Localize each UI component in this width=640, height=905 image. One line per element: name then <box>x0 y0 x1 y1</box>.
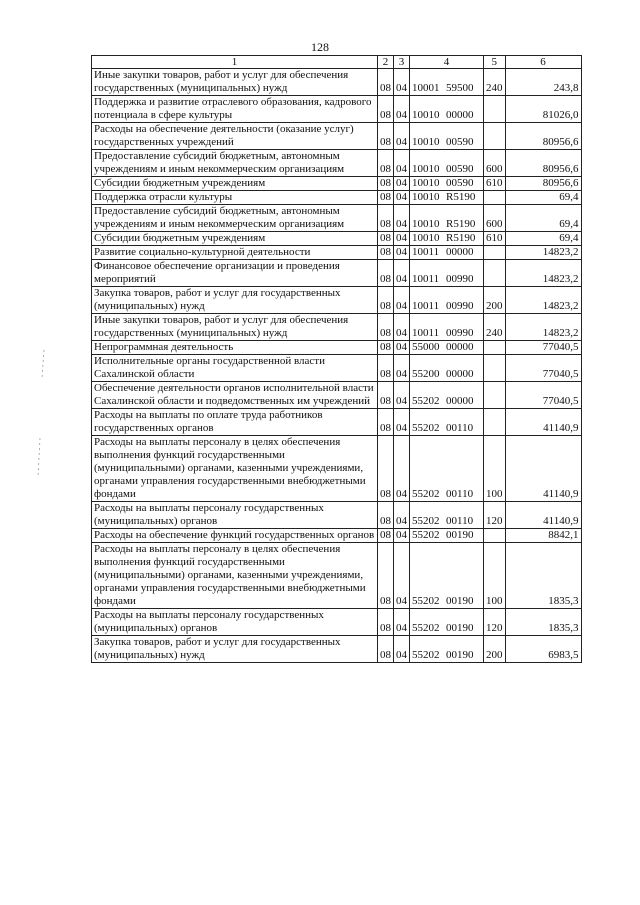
row-section: 08 <box>378 502 394 529</box>
row-code-program: 10011 <box>412 327 440 339</box>
table-row <box>92 382 582 409</box>
row-target-code <box>410 96 484 123</box>
row-amount: 14823,2 <box>505 260 581 287</box>
row-target-code <box>410 436 484 502</box>
row-amount: 1835,3 <box>505 609 581 636</box>
row-section: 08 <box>378 232 394 246</box>
row-expense-type <box>484 246 506 260</box>
row-code-direction: 00000 <box>446 395 474 407</box>
row-target-code <box>410 341 484 355</box>
row-code-direction: R5190 <box>446 191 476 203</box>
row-subsection: 04 <box>394 287 410 314</box>
row-code-program: 55200 <box>412 368 440 380</box>
row-amount: 6983,5 <box>505 636 581 663</box>
row-code-program: 55202 <box>412 488 440 500</box>
row-name: Иные закупки товаров, работ и услуг для обеспечения государственных (муниципальных) нужд <box>92 314 378 341</box>
row-expense-type <box>484 529 506 543</box>
table-row <box>92 150 582 177</box>
table-row <box>92 436 582 502</box>
row-name: Расходы на обеспечение функций государственных органов <box>92 529 378 543</box>
row-subsection: 04 <box>394 529 410 543</box>
row-code-direction: 00190 <box>446 622 474 634</box>
page-number: 128 <box>311 40 329 54</box>
row-code-direction: 00990 <box>446 300 474 312</box>
header-col-5: 5 <box>484 56 506 69</box>
row-target-code <box>410 69 484 96</box>
table-row <box>92 409 582 436</box>
row-code-program: 55202 <box>412 515 440 527</box>
row-expense-type: 610 <box>484 177 506 191</box>
row-amount: 41140,9 <box>505 409 581 436</box>
header-col-4: 4 <box>410 56 484 69</box>
row-code-program: 55000 <box>412 341 440 353</box>
row-code-program: 10010 <box>412 177 440 189</box>
row-subsection: 04 <box>394 150 410 177</box>
row-code-program: 10010 <box>412 191 440 203</box>
row-section: 08 <box>378 543 394 609</box>
row-section: 08 <box>378 436 394 502</box>
row-amount: 69,4 <box>505 191 581 205</box>
row-code-direction: 59500 <box>446 82 474 94</box>
row-section: 08 <box>378 382 394 409</box>
row-amount: 77040,5 <box>505 355 581 382</box>
row-name: Предоставление субсидий бюджетным, автономным учреждениям и иным некоммерческим организациям <box>92 205 378 232</box>
row-target-code <box>410 502 484 529</box>
table-row <box>92 636 582 663</box>
row-subsection: 04 <box>394 96 410 123</box>
row-subsection: 04 <box>394 177 410 191</box>
row-subsection: 04 <box>394 123 410 150</box>
row-target-code <box>410 543 484 609</box>
table-row <box>92 609 582 636</box>
row-code-program: 10010 <box>412 136 440 148</box>
row-name: Субсидии бюджетным учреждениям <box>92 232 378 246</box>
row-code-program: 55202 <box>412 622 440 634</box>
row-subsection: 04 <box>394 232 410 246</box>
header-col-1: 1 <box>92 56 378 69</box>
table-header-row <box>92 56 582 69</box>
row-target-code <box>410 246 484 260</box>
table-row <box>92 69 582 96</box>
row-code-direction: 00590 <box>446 163 474 175</box>
table-row <box>92 205 582 232</box>
row-name: Расходы на выплаты персоналу в целях обеспечения выполнения функций государственными (муниципальными) органами, казенными учреждениями, органами управления государственными внебюджетными фондами <box>92 436 378 502</box>
row-expense-type <box>484 191 506 205</box>
row-target-code <box>410 123 484 150</box>
scan-artifact-mark <box>30 350 50 480</box>
row-subsection: 04 <box>394 69 410 96</box>
row-expense-type: 200 <box>484 287 506 314</box>
row-amount: 14823,2 <box>505 287 581 314</box>
budget-table <box>91 55 582 663</box>
row-subsection: 04 <box>394 246 410 260</box>
row-name: Исполнительные органы государственной власти Сахалинской области <box>92 355 378 382</box>
row-expense-type: 240 <box>484 314 506 341</box>
row-subsection: 04 <box>394 205 410 232</box>
row-section: 08 <box>378 314 394 341</box>
row-target-code <box>410 150 484 177</box>
row-expense-type <box>484 355 506 382</box>
row-code-direction: 00190 <box>446 649 474 661</box>
row-expense-type: 600 <box>484 205 506 232</box>
row-name: Расходы на выплаты персоналу государственных (муниципальных) органов <box>92 502 378 529</box>
table-row <box>92 529 582 543</box>
row-expense-type: 200 <box>484 636 506 663</box>
row-amount: 1835,3 <box>505 543 581 609</box>
row-expense-type <box>484 260 506 287</box>
table-row <box>92 246 582 260</box>
row-amount: 80956,6 <box>505 123 581 150</box>
row-target-code <box>410 191 484 205</box>
row-code-direction: 00000 <box>446 109 474 121</box>
row-amount: 41140,9 <box>505 502 581 529</box>
row-amount: 41140,9 <box>505 436 581 502</box>
row-code-direction: 00110 <box>446 422 474 434</box>
row-expense-type: 610 <box>484 232 506 246</box>
row-target-code <box>410 177 484 191</box>
row-expense-type: 100 <box>484 436 506 502</box>
row-name: Финансовое обеспечение организации и проведения мероприятий <box>92 260 378 287</box>
row-target-code <box>410 355 484 382</box>
row-name: Непрограммная деятельность <box>92 341 378 355</box>
row-section: 08 <box>378 341 394 355</box>
table-row <box>92 177 582 191</box>
row-code-direction: 00990 <box>446 273 474 285</box>
row-code-direction: 00190 <box>446 595 474 607</box>
table-row <box>92 123 582 150</box>
row-section: 08 <box>378 96 394 123</box>
row-subsection: 04 <box>394 191 410 205</box>
row-amount: 14823,2 <box>505 314 581 341</box>
table-row <box>92 341 582 355</box>
row-name: Закупка товаров, работ и услуг для государственных (муниципальных) нужд <box>92 287 378 314</box>
row-code-program: 55202 <box>412 649 440 661</box>
row-expense-type: 100 <box>484 543 506 609</box>
row-subsection: 04 <box>394 502 410 529</box>
row-code-direction: 00110 <box>446 488 474 500</box>
row-target-code <box>410 529 484 543</box>
row-target-code <box>410 636 484 663</box>
row-expense-type: 600 <box>484 150 506 177</box>
row-amount: 80956,6 <box>505 150 581 177</box>
table-row <box>92 287 582 314</box>
row-code-program: 10010 <box>412 218 440 230</box>
row-section: 08 <box>378 260 394 287</box>
row-subsection: 04 <box>394 636 410 663</box>
row-name: Иные закупки товаров, работ и услуг для обеспечения государственных (муниципальных) нужд <box>92 69 378 96</box>
row-code-program: 55202 <box>412 395 440 407</box>
row-code-program: 10010 <box>412 163 440 175</box>
row-code-program: 10010 <box>412 232 440 244</box>
row-name: Расходы на выплаты персоналу в целях обеспечения выполнения функций государственными (муниципальными) органами, казенными учреждениями, органами управления государственными внебюджетными фондами <box>92 543 378 609</box>
header-col-6: 6 <box>505 56 581 69</box>
row-subsection: 04 <box>394 543 410 609</box>
row-name: Расходы на обеспечение деятельности (оказание услуг) государственных учреждений <box>92 123 378 150</box>
row-name: Развитие социально-культурной деятельности <box>92 246 378 260</box>
row-name: Поддержка отрасли культуры <box>92 191 378 205</box>
row-expense-type: 120 <box>484 609 506 636</box>
header-col-3: 3 <box>394 56 410 69</box>
row-expense-type <box>484 341 506 355</box>
row-section: 08 <box>378 150 394 177</box>
row-amount: 77040,5 <box>505 382 581 409</box>
row-code-direction: 00190 <box>446 529 474 541</box>
row-section: 08 <box>378 609 394 636</box>
row-subsection: 04 <box>394 609 410 636</box>
table-row <box>92 355 582 382</box>
row-section: 08 <box>378 355 394 382</box>
row-subsection: 04 <box>394 341 410 355</box>
row-section: 08 <box>378 246 394 260</box>
row-code-direction: 00000 <box>446 341 474 353</box>
row-section: 08 <box>378 177 394 191</box>
row-code-direction: 00000 <box>446 246 474 258</box>
row-code-direction: R5190 <box>446 232 476 244</box>
row-name: Расходы на выплаты по оплате труда работников государственных органов <box>92 409 378 436</box>
row-expense-type <box>484 96 506 123</box>
row-subsection: 04 <box>394 382 410 409</box>
row-section: 08 <box>378 191 394 205</box>
row-code-program: 10011 <box>412 300 440 312</box>
row-amount: 8842,1 <box>505 529 581 543</box>
row-expense-type: 240 <box>484 69 506 96</box>
row-amount: 243,8 <box>505 69 581 96</box>
row-subsection: 04 <box>394 314 410 341</box>
row-name: Субсидии бюджетным учреждениям <box>92 177 378 191</box>
row-name: Предоставление субсидий бюджетным, автономным учреждениям и иным некоммерческим организациям <box>92 150 378 177</box>
table-row <box>92 96 582 123</box>
row-target-code <box>410 205 484 232</box>
row-name: Закупка товаров, работ и услуг для государственных (муниципальных) нужд <box>92 636 378 663</box>
row-code-direction: 00000 <box>446 368 474 380</box>
row-target-code <box>410 287 484 314</box>
row-section: 08 <box>378 529 394 543</box>
row-code-direction: 00110 <box>446 515 474 527</box>
row-target-code <box>410 409 484 436</box>
row-code-program: 10011 <box>412 273 440 285</box>
row-subsection: 04 <box>394 260 410 287</box>
row-target-code <box>410 314 484 341</box>
row-subsection: 04 <box>394 436 410 502</box>
row-section: 08 <box>378 409 394 436</box>
row-target-code <box>410 609 484 636</box>
row-section: 08 <box>378 287 394 314</box>
row-amount: 77040,5 <box>505 341 581 355</box>
row-code-direction: 00590 <box>446 136 474 148</box>
row-amount: 69,4 <box>505 232 581 246</box>
row-code-program: 10010 <box>412 109 440 121</box>
row-amount: 69,4 <box>505 205 581 232</box>
row-code-program: 10001 <box>412 82 440 94</box>
row-code-program: 55202 <box>412 595 440 607</box>
row-expense-type <box>484 382 506 409</box>
row-code-direction: 00590 <box>446 177 474 189</box>
row-subsection: 04 <box>394 409 410 436</box>
row-expense-type <box>484 123 506 150</box>
table-row <box>92 502 582 529</box>
row-name: Обеспечение деятельности органов исполнительной власти Сахалинской области и подведомственных им учреждений <box>92 382 378 409</box>
row-subsection: 04 <box>394 355 410 382</box>
row-code-direction: 00990 <box>446 327 474 339</box>
row-name: Расходы на выплаты персоналу государственных (муниципальных) органов <box>92 609 378 636</box>
row-target-code <box>410 260 484 287</box>
row-code-direction: R5190 <box>446 218 476 230</box>
table-row <box>92 314 582 341</box>
row-section: 08 <box>378 636 394 663</box>
row-section: 08 <box>378 123 394 150</box>
row-target-code <box>410 232 484 246</box>
row-code-program: 55202 <box>412 529 440 541</box>
table-row <box>92 191 582 205</box>
row-amount: 80956,6 <box>505 177 581 191</box>
table-row <box>92 232 582 246</box>
row-expense-type <box>484 409 506 436</box>
row-name: Поддержка и развитие отраслевого образования, кадрового потенциала в сфере культуры <box>92 96 378 123</box>
table-row <box>92 543 582 609</box>
row-code-program: 10011 <box>412 246 440 258</box>
header-col-2: 2 <box>378 56 394 69</box>
row-expense-type: 120 <box>484 502 506 529</box>
table-body <box>92 69 582 663</box>
row-amount: 14823,2 <box>505 246 581 260</box>
row-section: 08 <box>378 205 394 232</box>
row-code-program: 55202 <box>412 422 440 434</box>
row-target-code <box>410 382 484 409</box>
row-section: 08 <box>378 69 394 96</box>
table-row <box>92 260 582 287</box>
row-amount: 81026,0 <box>505 96 581 123</box>
